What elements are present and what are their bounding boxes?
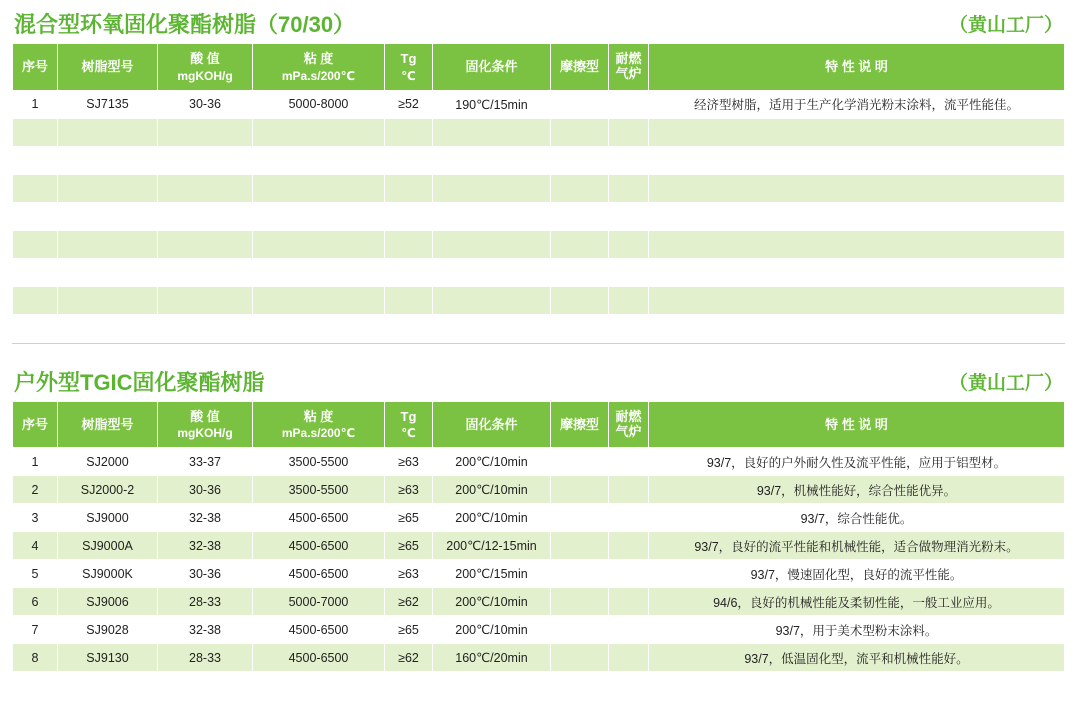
cell-acid bbox=[158, 314, 253, 342]
cell-acid: 32-38 bbox=[158, 532, 253, 560]
cell-acid bbox=[158, 202, 253, 230]
cell-viscosity: 4500-6500 bbox=[253, 504, 385, 532]
cell-acid bbox=[158, 146, 253, 174]
cell-viscosity: 4500-6500 bbox=[253, 616, 385, 644]
cell-cure: 160℃/20min bbox=[433, 644, 551, 672]
cell-cure bbox=[433, 286, 551, 314]
cell-tg bbox=[385, 146, 433, 174]
cell-description: 93/7，机械性能好，综合性能优异。 bbox=[649, 476, 1065, 504]
cell-description: 经济型树脂，适用于生产化学消光粉末涂料，流平性能佳。 bbox=[649, 90, 1065, 118]
cell-flame bbox=[609, 588, 649, 616]
table-row bbox=[13, 504, 1065, 532]
cell-description: 94/6，良好的机械性能及柔韧性能，一般工业应用。 bbox=[649, 588, 1065, 616]
cell-model bbox=[58, 174, 158, 202]
th-acid: 酸 值 mgKOH/g bbox=[158, 401, 253, 448]
cell-viscosity: 5000-7000 bbox=[253, 588, 385, 616]
cell-model bbox=[58, 230, 158, 258]
table-row bbox=[13, 90, 1065, 118]
cell-cure: 200℃/10min bbox=[433, 476, 551, 504]
cell-model bbox=[58, 146, 158, 174]
table-header-row bbox=[13, 401, 1065, 448]
cell-tg: ≥63 bbox=[385, 476, 433, 504]
th-cure: 固化条件 bbox=[433, 44, 551, 91]
cell-tg bbox=[385, 118, 433, 146]
cell-friction bbox=[551, 532, 609, 560]
cell-friction bbox=[551, 314, 609, 342]
cell-no bbox=[13, 174, 58, 202]
th-description: 特 性 说 明 bbox=[649, 401, 1065, 448]
cell-tg: ≥52 bbox=[385, 90, 433, 118]
cell-acid: 33-37 bbox=[158, 448, 253, 476]
cell-viscosity bbox=[253, 286, 385, 314]
th-friction: 摩擦型 bbox=[551, 401, 609, 448]
cell-tg bbox=[385, 202, 433, 230]
cell-friction bbox=[551, 476, 609, 504]
cell-no: 6 bbox=[13, 588, 58, 616]
th-viscosity: 粘 度 mPa.s/200℃ bbox=[253, 401, 385, 448]
cell-description: 93/7，良好的流平性能和机械性能，适合做物理消光粉末。 bbox=[649, 532, 1065, 560]
cell-viscosity bbox=[253, 258, 385, 286]
cell-model: SJ2000-2 bbox=[58, 476, 158, 504]
cell-tg bbox=[385, 230, 433, 258]
cell-acid: 30-36 bbox=[158, 476, 253, 504]
cell-flame bbox=[609, 286, 649, 314]
cell-tg bbox=[385, 314, 433, 342]
cell-tg: ≥65 bbox=[385, 532, 433, 560]
table-row bbox=[13, 202, 1065, 230]
cell-model bbox=[58, 258, 158, 286]
table-row bbox=[13, 230, 1065, 258]
cell-cure: 200℃/10min bbox=[433, 616, 551, 644]
cell-cure bbox=[433, 202, 551, 230]
cell-viscosity: 3500-5500 bbox=[253, 448, 385, 476]
cell-description: 93/7，低温固化型，流平和机械性能好。 bbox=[649, 644, 1065, 672]
cell-tg: ≥65 bbox=[385, 616, 433, 644]
cell-friction bbox=[551, 202, 609, 230]
cell-flame bbox=[609, 174, 649, 202]
table-row bbox=[13, 448, 1065, 476]
cell-friction bbox=[551, 588, 609, 616]
cell-no bbox=[13, 146, 58, 174]
cell-viscosity bbox=[253, 230, 385, 258]
cell-viscosity bbox=[253, 118, 385, 146]
cell-cure: 200℃/10min bbox=[433, 504, 551, 532]
cell-description bbox=[649, 230, 1065, 258]
cell-friction bbox=[551, 230, 609, 258]
cell-description: 93/7，综合性能优。 bbox=[649, 504, 1065, 532]
th-no: 序号 bbox=[13, 44, 58, 91]
cell-flame bbox=[609, 314, 649, 342]
cell-flame bbox=[609, 258, 649, 286]
cell-tg: ≥65 bbox=[385, 504, 433, 532]
cell-tg bbox=[385, 286, 433, 314]
cell-viscosity bbox=[253, 174, 385, 202]
section-epoxy-hybrid bbox=[12, 0, 1065, 343]
cell-description bbox=[649, 314, 1065, 342]
cell-friction bbox=[551, 118, 609, 146]
section-tgic-outdoor bbox=[12, 358, 1065, 673]
cell-viscosity bbox=[253, 146, 385, 174]
cell-description bbox=[649, 258, 1065, 286]
cell-acid bbox=[158, 230, 253, 258]
cell-friction bbox=[551, 504, 609, 532]
table-row bbox=[13, 174, 1065, 202]
cell-friction bbox=[551, 146, 609, 174]
cell-acid: 28-33 bbox=[158, 644, 253, 672]
section-header bbox=[12, 0, 1065, 43]
th-model: 树脂型号 bbox=[58, 44, 158, 91]
cell-acid bbox=[158, 118, 253, 146]
cell-model: SJ7135 bbox=[58, 90, 158, 118]
cell-flame bbox=[609, 448, 649, 476]
cell-viscosity: 4500-6500 bbox=[253, 532, 385, 560]
cell-viscosity: 4500-6500 bbox=[253, 560, 385, 588]
cell-model bbox=[58, 202, 158, 230]
th-no: 序号 bbox=[13, 401, 58, 448]
cell-description: 93/7，慢速固化型，良好的流平性能。 bbox=[649, 560, 1065, 588]
cell-cure bbox=[433, 174, 551, 202]
cell-tg bbox=[385, 174, 433, 202]
section-title: 户外型TGIC固化聚酯树脂 bbox=[14, 369, 265, 395]
cell-cure bbox=[433, 118, 551, 146]
cell-cure: 200℃/15min bbox=[433, 560, 551, 588]
th-flame: 耐燃气炉 bbox=[609, 44, 649, 91]
th-acid: 酸 值 mgKOH/g bbox=[158, 44, 253, 91]
cell-acid: 30-36 bbox=[158, 560, 253, 588]
cell-description bbox=[649, 202, 1065, 230]
cell-viscosity bbox=[253, 202, 385, 230]
cell-no bbox=[13, 286, 58, 314]
cell-friction bbox=[551, 258, 609, 286]
th-cure: 固化条件 bbox=[433, 401, 551, 448]
section-title: 混合型环氧固化聚酯树脂（70/30） bbox=[14, 11, 356, 37]
th-flame: 耐燃气炉 bbox=[609, 401, 649, 448]
table-row bbox=[13, 286, 1065, 314]
cell-flame bbox=[609, 616, 649, 644]
cell-viscosity: 5000-8000 bbox=[253, 90, 385, 118]
cell-flame bbox=[609, 118, 649, 146]
table-row bbox=[13, 588, 1065, 616]
cell-description: 93/7，良好的户外耐久性及流平性能，应用于铝型材。 bbox=[649, 448, 1065, 476]
th-model: 树脂型号 bbox=[58, 401, 158, 448]
cell-no: 1 bbox=[13, 90, 58, 118]
th-tg: Tg ℃ bbox=[385, 401, 433, 448]
cell-flame bbox=[609, 90, 649, 118]
table-row bbox=[13, 616, 1065, 644]
cell-tg: ≥63 bbox=[385, 560, 433, 588]
cell-friction bbox=[551, 174, 609, 202]
cell-cure bbox=[433, 146, 551, 174]
cell-acid: 30-36 bbox=[158, 90, 253, 118]
cell-tg bbox=[385, 258, 433, 286]
table-row bbox=[13, 560, 1065, 588]
cell-description bbox=[649, 118, 1065, 146]
cell-cure: 200℃/10min bbox=[433, 448, 551, 476]
cell-friction bbox=[551, 616, 609, 644]
cell-no: 4 bbox=[13, 532, 58, 560]
th-description: 特 性 说 明 bbox=[649, 44, 1065, 91]
cell-flame bbox=[609, 532, 649, 560]
th-viscosity: 粘 度 mPa.s/200℃ bbox=[253, 44, 385, 91]
cell-cure bbox=[433, 258, 551, 286]
cell-cure: 190℃/15min bbox=[433, 90, 551, 118]
cell-friction bbox=[551, 448, 609, 476]
spec-table bbox=[12, 43, 1065, 343]
th-friction: 摩擦型 bbox=[551, 44, 609, 91]
cell-friction bbox=[551, 644, 609, 672]
cell-acid bbox=[158, 258, 253, 286]
section-header bbox=[12, 358, 1065, 401]
cell-flame bbox=[609, 230, 649, 258]
cell-acid: 32-38 bbox=[158, 504, 253, 532]
cell-friction bbox=[551, 286, 609, 314]
cell-flame bbox=[609, 476, 649, 504]
cell-no: 2 bbox=[13, 476, 58, 504]
cell-flame bbox=[609, 146, 649, 174]
table-row bbox=[13, 644, 1065, 672]
cell-flame bbox=[609, 202, 649, 230]
cell-viscosity: 4500-6500 bbox=[253, 644, 385, 672]
table-row bbox=[13, 146, 1065, 174]
cell-no bbox=[13, 314, 58, 342]
cell-no: 7 bbox=[13, 616, 58, 644]
cell-cure: 200℃/12-15min bbox=[433, 532, 551, 560]
table-header-row bbox=[13, 44, 1065, 91]
cell-description: 93/7，用于美术型粉末涂料。 bbox=[649, 616, 1065, 644]
section-factory-label: （黄山工厂） bbox=[948, 15, 1063, 36]
cell-flame bbox=[609, 644, 649, 672]
cell-model: SJ9028 bbox=[58, 616, 158, 644]
table-row bbox=[13, 314, 1065, 342]
cell-tg: ≥62 bbox=[385, 644, 433, 672]
cell-acid bbox=[158, 286, 253, 314]
cell-model: SJ9000A bbox=[58, 532, 158, 560]
table-row bbox=[13, 532, 1065, 560]
cell-cure bbox=[433, 314, 551, 342]
cell-friction bbox=[551, 560, 609, 588]
cell-no: 8 bbox=[13, 644, 58, 672]
section-gap bbox=[12, 344, 1065, 358]
cell-no: 5 bbox=[13, 560, 58, 588]
cell-viscosity: 3500-5500 bbox=[253, 476, 385, 504]
cell-model bbox=[58, 118, 158, 146]
spec-table bbox=[12, 401, 1065, 673]
cell-acid bbox=[158, 174, 253, 202]
cell-tg: ≥63 bbox=[385, 448, 433, 476]
table-row bbox=[13, 118, 1065, 146]
cell-no bbox=[13, 258, 58, 286]
section-factory-label: （黄山工厂） bbox=[948, 372, 1063, 394]
th-tg: Tg ℃ bbox=[385, 44, 433, 91]
cell-model: SJ2000 bbox=[58, 448, 158, 476]
cell-friction bbox=[551, 90, 609, 118]
cell-no bbox=[13, 202, 58, 230]
table-row bbox=[13, 476, 1065, 504]
cell-model bbox=[58, 314, 158, 342]
cell-model: SJ9000 bbox=[58, 504, 158, 532]
cell-model: SJ9130 bbox=[58, 644, 158, 672]
cell-model: SJ9000K bbox=[58, 560, 158, 588]
cell-description bbox=[649, 174, 1065, 202]
cell-cure: 200℃/10min bbox=[433, 588, 551, 616]
cell-model: SJ9006 bbox=[58, 588, 158, 616]
cell-no bbox=[13, 118, 58, 146]
cell-no bbox=[13, 230, 58, 258]
cell-no: 3 bbox=[13, 504, 58, 532]
cell-description bbox=[649, 286, 1065, 314]
table-row bbox=[13, 258, 1065, 286]
cell-description bbox=[649, 146, 1065, 174]
cell-acid: 28-33 bbox=[158, 588, 253, 616]
cell-flame bbox=[609, 560, 649, 588]
cell-acid: 32-38 bbox=[158, 616, 253, 644]
cell-no: 1 bbox=[13, 448, 58, 476]
cell-model bbox=[58, 286, 158, 314]
cell-cure bbox=[433, 230, 551, 258]
cell-viscosity bbox=[253, 314, 385, 342]
cell-flame bbox=[609, 504, 649, 532]
cell-tg: ≥62 bbox=[385, 588, 433, 616]
